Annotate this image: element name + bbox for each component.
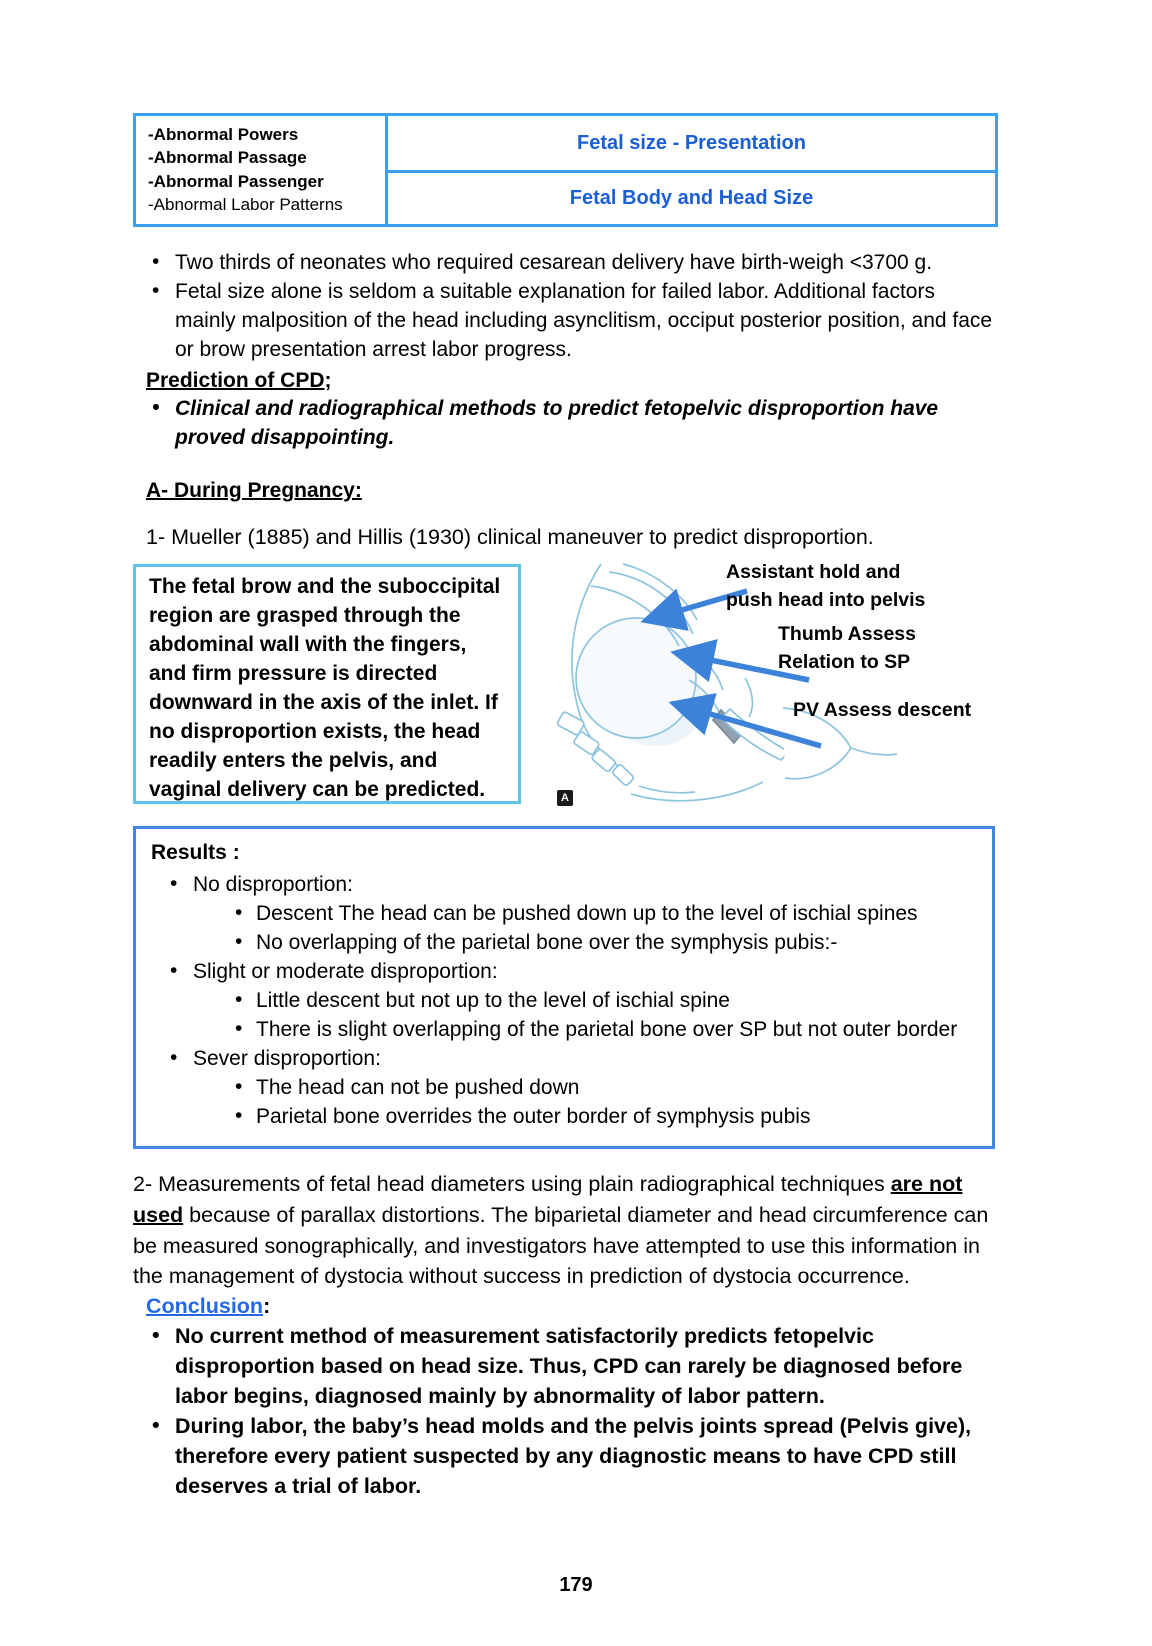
prediction-bullet-list (133, 395, 1001, 453)
emphasis-are-not-used: are not used (133, 1172, 963, 1227)
list-item: • Fetal size alone is seldom a suitable explanation for failed labor. Additional factors mainly malposition of the head including asynclitism, occiput posterior position, and face or brow presentation arrest labor progress. (133, 278, 1001, 365)
list-item: • Two thirds of neonates who required cesarean delivery have birth-weigh <3700 g. (133, 249, 1001, 278)
maneuver-figure (531, 558, 1013, 816)
list-item: • Sever disproportion: (151, 1045, 978, 1074)
conclusion-heading: Conclusion: (146, 1294, 271, 1319)
maneuver-row (133, 560, 1001, 816)
list-item: • Slight or moderate disproportion: (151, 958, 978, 987)
list-item: • The head can not be pushed down (151, 1074, 978, 1103)
maneuver-text-box: The fetal brow and the suboccipital region are grasped through the abdominal wall with the fingers, and firm pressure is directed downward in the axis of the inlet. If no disproportion exists, the head readily enters the pelvis, and vaginal delivery can be predicted. (133, 564, 521, 804)
header-left-cell (136, 116, 388, 224)
header-title-row2: Fetal Body and Head Size (388, 170, 995, 224)
page-content (133, 113, 1001, 1502)
page-number: 179 (559, 1574, 593, 1596)
figure-annotation-assistant: Assistant hold and push head into pelvis (726, 560, 926, 611)
results-box (133, 826, 995, 1149)
list-item: • Descent The head can be pushed down up to the level of ischial spines (151, 900, 978, 929)
header-title-row1: Fetal size - Presentation (577, 131, 806, 154)
results-title: Results : (151, 840, 240, 864)
list-item: • No current method of measurement satisfactorily predicts fetopelvic disproportion based on head size. Thus, CPD can rarely be diagnosed before labor begins, diagnosed mainly by abnormality of labor pattern. (133, 1321, 1001, 1411)
header-left-item: -Abnormal Passenger (148, 171, 324, 191)
list-item: • Clinical and radiographical methods to predict fetopelvic disproportion have proved disappointing. (133, 395, 1001, 453)
header-table (133, 113, 998, 227)
list-item: • Little descent but not up to the level of ischial spine (151, 987, 978, 1016)
header-left-item: -Abnormal Labor Patterns (148, 195, 343, 215)
mueller-line: 1- Mueller (1885) and Hillis (1930) clinical maneuver to predict disproportion. (146, 524, 874, 549)
results-list (151, 871, 978, 1132)
header-right-cells (388, 116, 995, 224)
header-left-item: -Abnormal Powers (148, 125, 299, 144)
prediction-heading: Prediction of CPD; (146, 368, 332, 392)
list-item: • During labor, the baby’s head molds and the pelvis joints spread (Pelvis give), therefore every patient suspected by any diagnostic means to have CPD still deserves a trial of labor. (133, 1411, 1001, 1501)
list-item: • No overlapping of the parietal bone over the symphysis pubis:- (151, 929, 978, 958)
list-item: • There is slight overlapping of the parietal bone over SP but not outer border (151, 1016, 978, 1045)
header-left-item: -Abnormal Passage (148, 148, 307, 168)
figure-annotation-pv: PV Assess descent (793, 698, 972, 721)
section-a-heading: A- During Pregnancy: (146, 478, 362, 502)
figure-annotation-thumb: Thumb Assess Relation to SP (778, 622, 916, 673)
list-item: • Parietal bone overrides the outer border of symphysis pubis (151, 1103, 978, 1132)
figure-label-a: A (557, 790, 573, 806)
list-item: • No disproportion: (151, 871, 978, 900)
intro-bullet-list (133, 249, 1001, 365)
conclusion-bullet-list (133, 1321, 1001, 1502)
measurements-paragraph: 2- Measurements of fetal head diameters using plain radiographical techniques are not used because of parallax distortions. The biparietal diameter and head circumference can be measured sonographically, and investigators have attempted to use this information in the management of dystocia without success in prediction of dystocia occurrence. (133, 1172, 989, 1289)
